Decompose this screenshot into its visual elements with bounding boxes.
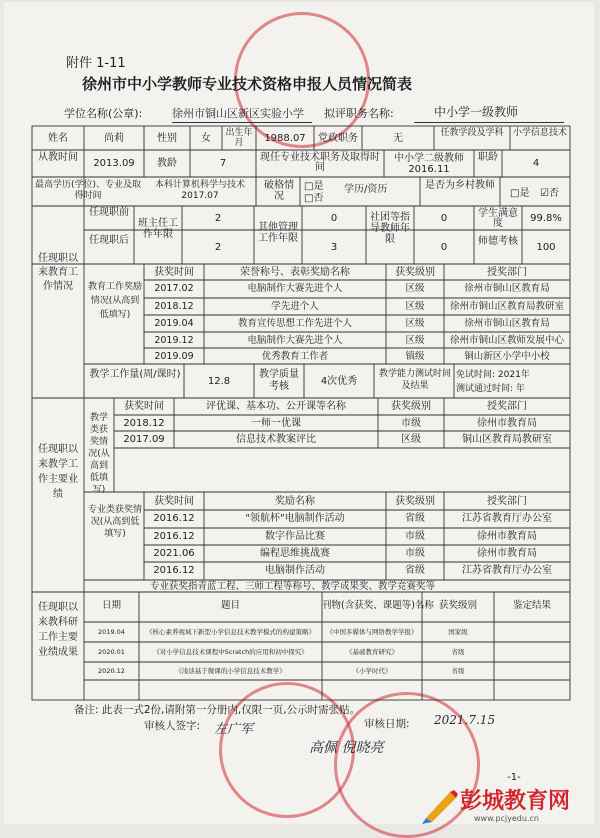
edu-awards-row-cell: 铜山新区小学中小校 (464, 351, 550, 362)
pro-awards-row-cell: 编程思维挑战赛 (260, 548, 330, 559)
other-mgmt-after: 3 (330, 242, 338, 253)
gender-label: 性别 (157, 133, 177, 144)
test-value: 免试时间: 2021年 (456, 370, 530, 380)
pro-awards-row-cell: 江苏省教育厅办公室 (462, 565, 552, 576)
pro-awards-row-cell: 省级 (405, 565, 425, 576)
other-mgmt-before: 0 (330, 213, 338, 224)
teach-awards-row-cell: 徐州市教育局 (477, 418, 537, 429)
edu-awards-row-cell: 区级 (405, 335, 425, 346)
quality-label: 教学质量考核 (259, 369, 299, 392)
pro-awards-row-cell: 电脑制作活动 (265, 565, 325, 576)
edu-awards-header-cell: 荣誉称号、表彰奖励名称 (240, 267, 350, 278)
pro-awards-row-cell: 徐州市教育局 (477, 548, 537, 559)
duty-section-label: 任现职以来教育工作情况 (38, 253, 78, 292)
unit-label: 学位名称(公章): (64, 107, 143, 120)
admin-label: 党政职务 (318, 133, 358, 144)
education-label: 最高学历(学位)、专业及取得时间 (34, 180, 142, 201)
teach-awards-row-cell: 区级 (401, 434, 421, 445)
title-years-value: 4 (532, 158, 540, 169)
birth-label: 出生年月 (225, 128, 253, 148)
research-row-cell: 2019.04 (98, 628, 125, 636)
edu-awards-row-cell: 区级 (405, 283, 425, 294)
pro-awards-row-cell: 江苏省教育厅办公室 (462, 513, 552, 524)
page-number: -1- (507, 772, 521, 783)
research-row-cell: 《小学时代》 (352, 667, 392, 675)
other-mgmt-label: 其他管理工作年限 (258, 222, 298, 244)
watermark-url: www.pcjyedu.cn (474, 814, 539, 823)
after-label: 任现职后 (89, 235, 129, 246)
ethics-label: 师德考核 (478, 236, 518, 247)
name-value: 尚莉 (104, 133, 124, 144)
teach-awards-row-cell: 信息技术教案评比 (236, 434, 316, 445)
edu-awards-row-cell: 徐州市铜山区教育局 (464, 283, 550, 294)
seniority-label: 教龄 (157, 158, 177, 169)
edu-awards-row-cell: 优秀教育工作者 (261, 351, 329, 362)
admin-value: 无 (393, 133, 403, 144)
pro-awards-header-cell: 获奖级别 (395, 496, 435, 507)
research-header-cell: 日期 (101, 600, 121, 611)
research-row-cell: 省级 (451, 667, 465, 675)
review-date-value: 2021.7.15 (434, 713, 496, 727)
before-label: 任现职前 (89, 207, 129, 218)
education-value: 本科计算机科学与技术2017.07 (154, 180, 245, 201)
research-header-cell: 题目 (220, 600, 240, 611)
pro-awards-note: 专业获奖指青蓝工程、三师工程等称号、教学成果奖、教学竞赛奖等 (150, 581, 436, 592)
edu-awards-row-cell: 2019.04 (154, 318, 194, 329)
edu-awards-header-cell: 获奖时间 (154, 267, 194, 278)
research-row-cell: 国家级 (448, 628, 468, 636)
edu-awards-header-cell: 获奖级别 (395, 267, 435, 278)
birth-value: 1988.07 (264, 133, 306, 144)
exception-type: 学历/资历 (344, 184, 388, 195)
page-title: 徐州市中小学教师专业技术资格申报人员情况简表 (82, 75, 413, 93)
seniority-value: 7 (219, 158, 227, 169)
pro-awards-row-cell: 2021.06 (153, 548, 195, 559)
target-title-label: 拟评职务名称: (324, 107, 394, 120)
reviewer-label: 审核人签字: (144, 720, 201, 732)
edu-awards-row-cell: 电脑制作大赛先进个人 (247, 335, 343, 346)
research-row-cell: 《核心素养视域下新型小学信息技术教学模式的构建策略》 (146, 628, 315, 636)
subject-value: 小学信息技术 (512, 128, 567, 138)
edu-awards-row-cell: 学先进个人 (271, 301, 319, 312)
research-row-cell: 《对小学信息技术课程中Scratch的应用和初中探究》 (153, 648, 308, 656)
club-after: 0 (440, 242, 448, 253)
research-row-cell: 《中国多媒体与网络教学学报》 (326, 628, 418, 636)
teach-awards-row-cell: 一师一优课 (251, 418, 301, 429)
research-row-cell: 2020.12 (98, 667, 125, 675)
current-title-value: 中小学二级教师 (394, 153, 464, 164)
target-title-value: 中小学一级教师 (434, 105, 519, 119)
pencil-logo-icon (420, 788, 458, 824)
pro-awards-row-cell: 市级 (405, 531, 425, 542)
pro-awards-header-cell: 奖励名称 (275, 496, 315, 507)
pro-awards-row-cell: 省级 (405, 513, 425, 524)
workload-value: 12.8 (207, 376, 231, 387)
subject-label: 任教学段及学科 (440, 128, 504, 138)
edu-awards-row-cell: 徐州市铜山区教育局 (464, 318, 550, 329)
edu-awards-row-cell: 2019.12 (154, 335, 194, 346)
pro-awards-row-cell: 徐州市教育局 (477, 531, 537, 542)
test-label: 教学能力测试时间及结果 (378, 369, 451, 391)
name-label: 姓名 (48, 133, 68, 144)
edu-awards-row-cell: 2019.09 (154, 351, 194, 362)
edu-awards-row-cell: 区级 (405, 318, 425, 329)
exception-yes: □是 (304, 181, 324, 192)
headteacher-after: 2 (214, 242, 222, 253)
headteacher-before: 2 (214, 213, 222, 224)
club-label: 社团等指导教师年限 (370, 212, 410, 245)
pro-awards-header-cell: 授奖部门 (487, 496, 527, 507)
edu-awards-row-cell: 电脑制作大赛先进个人 (247, 283, 343, 294)
club-before: 0 (440, 213, 448, 224)
edu-awards-row-cell: 2018.12 (154, 301, 194, 312)
teach-awards-row-cell: 市级 (401, 418, 421, 429)
title-years-label: 职龄 (478, 152, 498, 163)
document-page (4, 2, 594, 824)
exception-label: 破格情况 (264, 180, 294, 202)
rural-yes: □是 (510, 188, 530, 199)
workload-label: 教学工作量(周/课时) (89, 369, 181, 380)
research-row-cell: 《基础教育研究》 (346, 648, 398, 656)
watermark-logo (420, 786, 596, 826)
research-row-cell: 2020.01 (98, 648, 125, 656)
pro-awards-label: 专业类获奖情况(从高到低填写) (88, 505, 143, 539)
research-header-cell: 鉴定结果 (512, 600, 551, 611)
pro-awards-row-cell: 2016.12 (153, 513, 195, 524)
reviewer-signature: 左广军 (214, 722, 254, 737)
pro-awards-row-cell: 2016.12 (153, 565, 195, 576)
research-row-cell: 省级 (451, 648, 465, 656)
teaching-section-label: 任现职以来教学工作主要业绩 (38, 444, 78, 500)
edu-awards-row-cell: 2017.02 (154, 283, 194, 294)
current-title-date: 2016.11 (408, 164, 450, 175)
pro-awards-row-cell: 市级 (405, 548, 425, 559)
satisfaction-value: 99.8% (530, 213, 562, 224)
rural-checkbox-checked: ☑ (540, 188, 549, 199)
teach-awards-row-cell: 2017.09 (123, 434, 165, 445)
pro-awards-header-cell: 获奖时间 (154, 496, 194, 507)
edu-awards-label: 教育工作奖励情况(从高到低填写) (88, 282, 143, 320)
ethics-value: 100 (536, 242, 556, 253)
attachment-label: 附件 1-11 (66, 56, 126, 71)
teach-awards-row-cell: 2018.12 (123, 418, 165, 429)
research-header-cell: 获奖级别 (438, 600, 477, 611)
teach-awards-row-cell: 铜山区教育局教研室 (462, 434, 552, 445)
pro-awards-row-cell: "领航杯"电脑制作活动 (245, 513, 345, 524)
exception-no: □否 (304, 193, 324, 204)
teach-awards-header-cell: 获奖时间 (124, 401, 164, 412)
teach-awards-label: 教学类获奖情况(从高到低填写) (88, 413, 110, 495)
edu-awards-row-cell: 教育宣传思想工作先进个人 (237, 318, 352, 329)
pro-awards-row-cell: 数字作品比赛 (265, 531, 325, 542)
watermark-text: 彭城教育网 (460, 789, 571, 814)
teach-start-value: 2013.09 (93, 158, 135, 169)
review-date-label: 审核日期: (364, 718, 410, 730)
quality-value: 4次优秀 (320, 376, 358, 387)
edu-awards-row-cell: 徐州市铜山区教师发展中心 (449, 335, 564, 346)
rural-no: ☑否 (540, 188, 559, 199)
research-section-label: 任现职以来教科研工作主要业绩成果 (38, 602, 78, 658)
pro-awards-row-cell: 2016.12 (153, 531, 195, 542)
research-row-cell: 《浅谈基于微课的小学信息技术教学》 (175, 667, 286, 675)
rural-label: 是否为乡村教师 (425, 180, 495, 191)
research-header-cell: 刊物(含获奖、课题等)名称 (322, 600, 434, 611)
teach-awards-header-cell: 获奖级别 (391, 401, 431, 412)
edu-awards-header-cell: 授奖部门 (487, 267, 527, 278)
teach-awards-header-cell: 授奖部门 (487, 401, 527, 412)
footer-note: 备注: 此表一式2份,请附第一分册内,仅限一页,公示时需张贴。 (74, 704, 361, 716)
edu-awards-row-cell: 区级 (405, 301, 425, 312)
headteacher-label: 班主任工作年限 (138, 218, 178, 240)
test-sub: 测试通过时间: 年 (456, 384, 525, 394)
teach-start-label: 从教时间 (38, 152, 78, 163)
teach-awards-header-cell: 评优课、基本功、公开课等名称 (206, 401, 346, 412)
satisfaction-label: 学生满意度 (478, 208, 518, 229)
second-signature: 高佩 倪晓亮 (309, 740, 384, 756)
unit-value: 徐州市铜山区新区实验小学 (172, 107, 304, 120)
gender-value: 女 (201, 133, 211, 144)
current-title-label: 现任专业技术职务及取得时间 (260, 152, 380, 173)
edu-awards-row-cell: 镇级 (405, 351, 425, 362)
edu-awards-row-cell: 徐州市铜山区教育局教研室 (449, 301, 564, 312)
